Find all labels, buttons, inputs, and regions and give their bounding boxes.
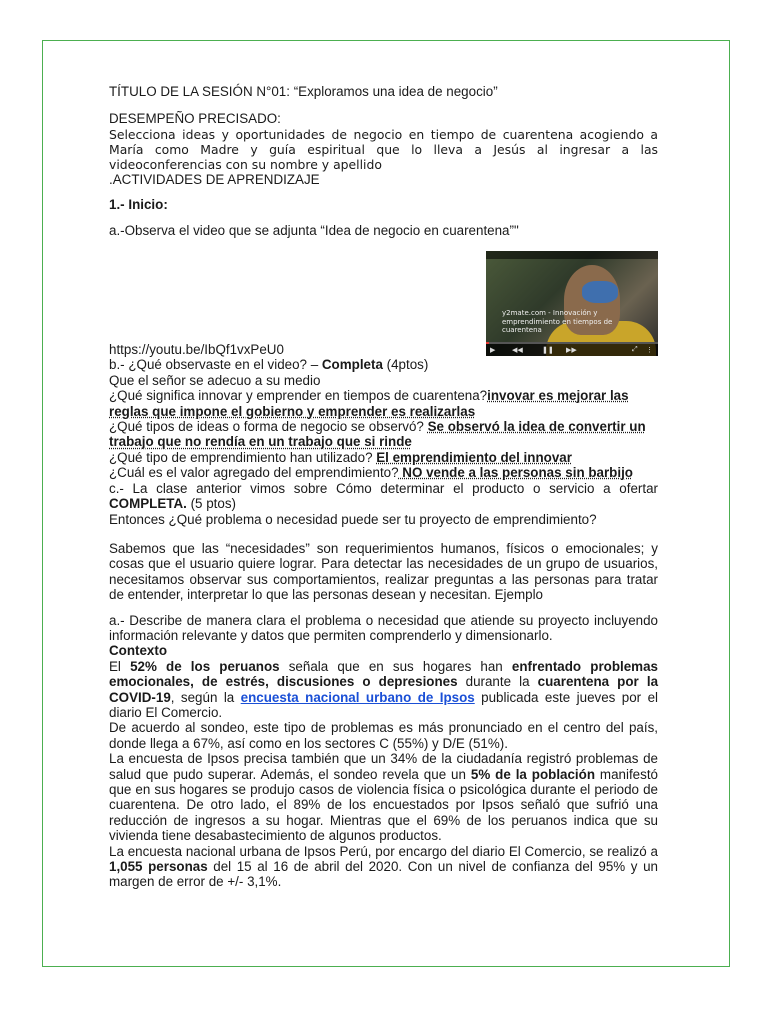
video-url[interactable]: https://youtu.be/IbQf1vxPeU0 — [109, 342, 284, 358]
desempeno-text: Selecciona ideas y oportunidades de negocio en tiempo de cuarentena acogiendo a María como Madre y guía espiritual que lo lleva a Jesús al ingresar a las videoconferencias con su nombre y apellido — [109, 126, 658, 172]
play-icon[interactable]: ▶ — [490, 347, 496, 354]
contexto-heading: Contexto — [109, 643, 168, 659]
question-1 — [109, 388, 658, 419]
p1-bold-3: cuarentena por la COVID-19 — [109, 674, 659, 705]
p1-bold-1: 52% de los peruanos — [130, 658, 280, 674]
context-paragraph-3 — [109, 751, 658, 843]
p3-text-2: manifestó que en sus hogares se produjo casos de violencia física o psicológica durante el periodo de cuarentena. De otro lado, el 89% de los encuestados por Ipsos señaló que sufrió una reducción de ingresos a su hogar. Mientras que el 69% de los peruanos indica que su vivienda tiene desabastecimiento de algunos productos. — [109, 766, 658, 844]
context-paragraph-2: De acuerdo al sondeo, este tipo de problemas es más pronunciado en el centro del país, donde llega a 67%, así como en los sectores C (55%) y D/E (51%). — [109, 720, 658, 751]
p4-text-1: La encuesta nacional urbana de Ipsos Perú, por encargo del diario El Comercio, se realizó a — [109, 843, 658, 859]
question-1-answer: invovar es mejorar las reglas que impone el gobierno y emprender es realizarlas — [109, 388, 629, 419]
question-c-text: c.- La clase anterior vimos sobre Cómo determinar el producto o servicio a ofertar — [109, 480, 658, 496]
context-paragraph-4 — [109, 844, 658, 890]
question-c-question: Entonces ¿Qué problema o necesidad puede ser tu proyecto de emprendimiento? — [109, 511, 597, 527]
rewind-icon[interactable]: ◀◀ — [512, 347, 523, 354]
question-4 — [109, 465, 658, 480]
p1-text-3: durante la — [457, 674, 538, 690]
p4-text-2: del 15 al 16 de abril del 2020. Con un nivel de confianza del 95% y un margen de error de +/- 3,1%. — [109, 859, 658, 890]
question-b-text: b.- ¿Qué observaste en el video? – — [109, 357, 322, 373]
session-title: TÍTULO DE LA SESIÓN N°01: “Exploramos una idea de negocio” — [109, 84, 498, 99]
question-a2: a.- Describe de manera clara el problema o necesidad que atiende su proyecto incluyendo información relevante y datos que permiten comprenderlo y dimensionarlo. — [109, 612, 658, 643]
ipsos-survey-link[interactable]: encuesta nacional urbano de Ipsos — [240, 689, 475, 705]
question-b-bold: Completa — [321, 357, 383, 373]
context-paragraph-1 — [109, 659, 658, 721]
question-b-answer: Que el señor se adecuo a su medio — [109, 372, 321, 388]
p1-bold-2: enfrentado problemas emocionales, de estrés, discusiones o depresiones — [109, 658, 658, 690]
question-c-bold: COMPLETA. — [109, 496, 187, 512]
video-instruction: a.-Observa el video que se adjunta “Idea de negocio en cuarentena”" — [109, 222, 519, 238]
actividades-heading: .ACTIVIDADES DE APRENDIZAJE — [109, 171, 320, 187]
question-c — [109, 481, 658, 512]
question-1-text: ¿Qué significa innovar y emprender en tiempos de cuarentena? — [109, 388, 488, 404]
necesidades-paragraph: Sabemos que las “necesidades” son requerimientos humanos, físicos o emocionales; y cosas que el usuario quiere lograr. Para detectar las necesidades de un grupo de usuarios, necesitamos observar sus comportamientos, realizar preguntas a las personas para tratar de entender, interpretar lo que las personas desean y necesitan. Ejemplo — [109, 540, 658, 603]
document-body — [109, 84, 658, 890]
question-4-text: ¿Cuál es el valor agregado del emprendimiento? — [109, 465, 399, 481]
question-3-answer: El emprendimiento del innovar — [376, 449, 572, 465]
p3-text-1: La encuesta de Ipsos precisa también que un 34% de la ciudadanía registró problemas de salud que pudo superar. Además, el sondeo revela que un — [109, 751, 658, 782]
question-3 — [109, 450, 658, 465]
question-2-answer: Se observó la idea de convertir un trabajo que no rendía en un trabajo que si rinde — [109, 419, 646, 450]
p1-text-4: , según la — [170, 689, 241, 705]
pause-icon[interactable]: ❚❚ — [542, 347, 554, 354]
forward-icon[interactable]: ▶▶ — [566, 347, 577, 354]
question-2-text: ¿Qué tipos de ideas o forma de negocio se observó? — [109, 419, 428, 435]
question-2 — [109, 419, 658, 450]
video-caption: y2mate.com - Innovación y emprendimiento en tiempos de cuarentena — [502, 309, 613, 334]
question-b-points: (4ptos) — [382, 357, 429, 373]
question-4-answer: NO vende a las personas sin barbijo — [398, 465, 633, 481]
settings-icon[interactable]: ⋮ — [646, 347, 653, 354]
inicio-heading: 1.- Inicio: — [109, 197, 168, 213]
question-3-text: ¿Qué tipo de emprendimiento han utilizado? — [109, 449, 377, 465]
question-b — [109, 357, 658, 372]
p4-bold-1: 1,055 personas — [109, 859, 208, 875]
p1-text-2: señala que en sus hogares han — [279, 658, 512, 674]
p3-bold-1: 5% de la población — [470, 766, 596, 782]
desempeno-heading: DESEMPEÑO PRECISADO: — [109, 111, 281, 127]
fullscreen-icon[interactable]: ⤢ — [632, 346, 638, 353]
p1-text-1: El — [109, 658, 131, 674]
question-c-points: (5 ptos) — [186, 496, 236, 512]
p1-text-5: publicada este jueves por el diario El Comercio. — [109, 689, 658, 720]
